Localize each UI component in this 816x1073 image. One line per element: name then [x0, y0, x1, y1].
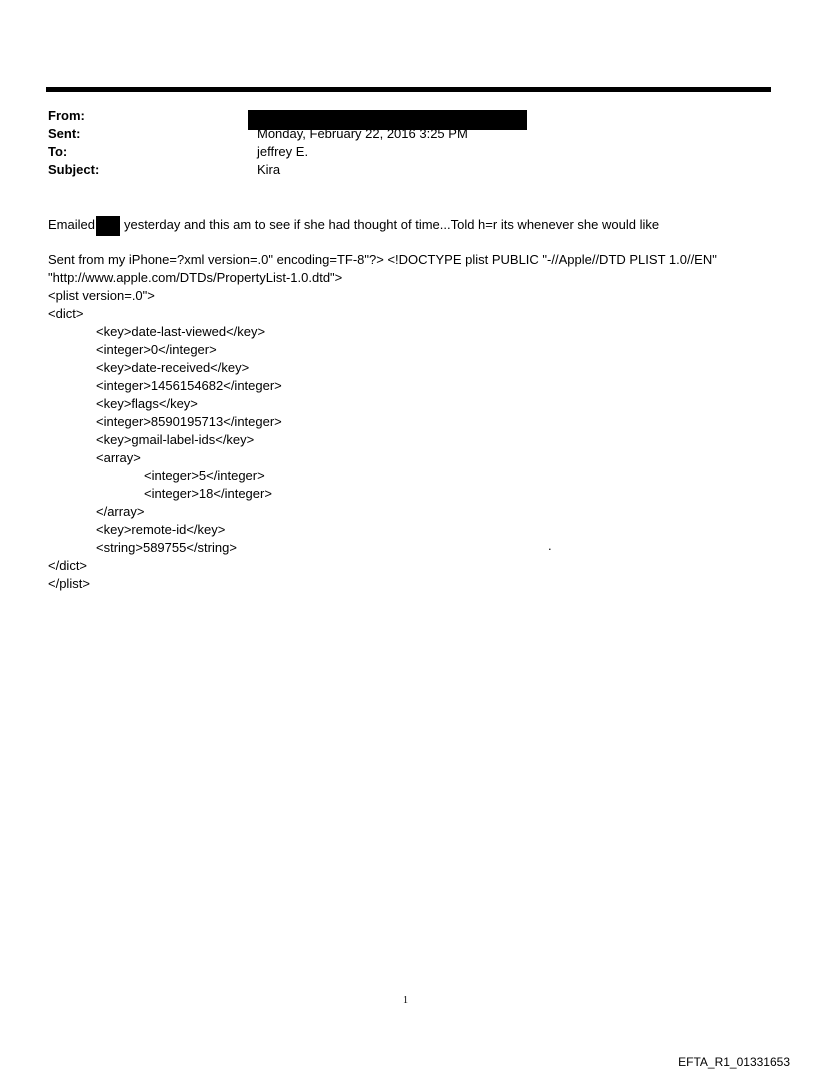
header-row-from [48, 107, 748, 125]
code-line: <integer>5</integer> [144, 468, 265, 483]
code-line: <key>remote-id</key> [96, 522, 226, 537]
document-id: EFTA_R1_01331653 [678, 1055, 790, 1069]
code-line: <array> [96, 450, 141, 465]
email-header [48, 107, 748, 179]
redaction-block-name [96, 216, 120, 236]
code-line: <integer>18</integer> [144, 486, 272, 501]
header-row-sent [48, 125, 748, 143]
to-value: jeffrey E. [257, 144, 309, 159]
code-line: <string>589755</string> [96, 540, 237, 555]
code-line: </plist> [48, 576, 90, 591]
header-rule [46, 87, 771, 92]
from-label: From: [48, 108, 85, 123]
code-line: <key>date-received</key> [96, 360, 250, 375]
header-row-to [48, 143, 748, 161]
code-line: "http://www.apple.com/DTDs/PropertyList-1.0.dtd"> [48, 270, 343, 285]
code-line: Sent from my iPhone=?xml version=.0" encoding=TF-8"?> <!DOCTYPE plist PUBLIC "-//Apple//DTD PLIST 1.0//EN" [48, 252, 717, 267]
code-line: <key>date-last-viewed</key> [96, 324, 266, 339]
code-line: <integer>8590195713</integer> [96, 414, 282, 429]
page-number: 1 [403, 995, 408, 1006]
intro-text-before: Emailed [48, 217, 95, 232]
code-line: </array> [96, 504, 145, 519]
email-body-intro [48, 215, 768, 235]
subject-value: Kira [257, 162, 281, 177]
intro-line [48, 215, 768, 235]
code-line: <integer>0</integer> [96, 342, 217, 357]
plist-code-block [48, 251, 768, 593]
code-line: <key>flags</key> [96, 396, 198, 411]
code-line: <key>gmail-label-ids</key> [96, 432, 255, 447]
header-row-subject [48, 161, 748, 179]
stray-mark: . [548, 538, 552, 553]
intro-text-after: yesterday and this am to see if she had thought of time...Told h=r its whenever she would like [123, 217, 660, 232]
code-line: </dict> [48, 558, 88, 573]
subject-label: Subject: [48, 162, 100, 177]
code-line: <integer>1456154682</integer> [96, 378, 282, 393]
to-label: To: [48, 144, 68, 159]
sent-value: Monday, February 22, 2016 3:25 PM [257, 126, 468, 141]
sent-label: Sent: [48, 126, 81, 141]
code-line: <plist version=.0"> [48, 288, 155, 303]
code-line: <dict> [48, 306, 84, 321]
